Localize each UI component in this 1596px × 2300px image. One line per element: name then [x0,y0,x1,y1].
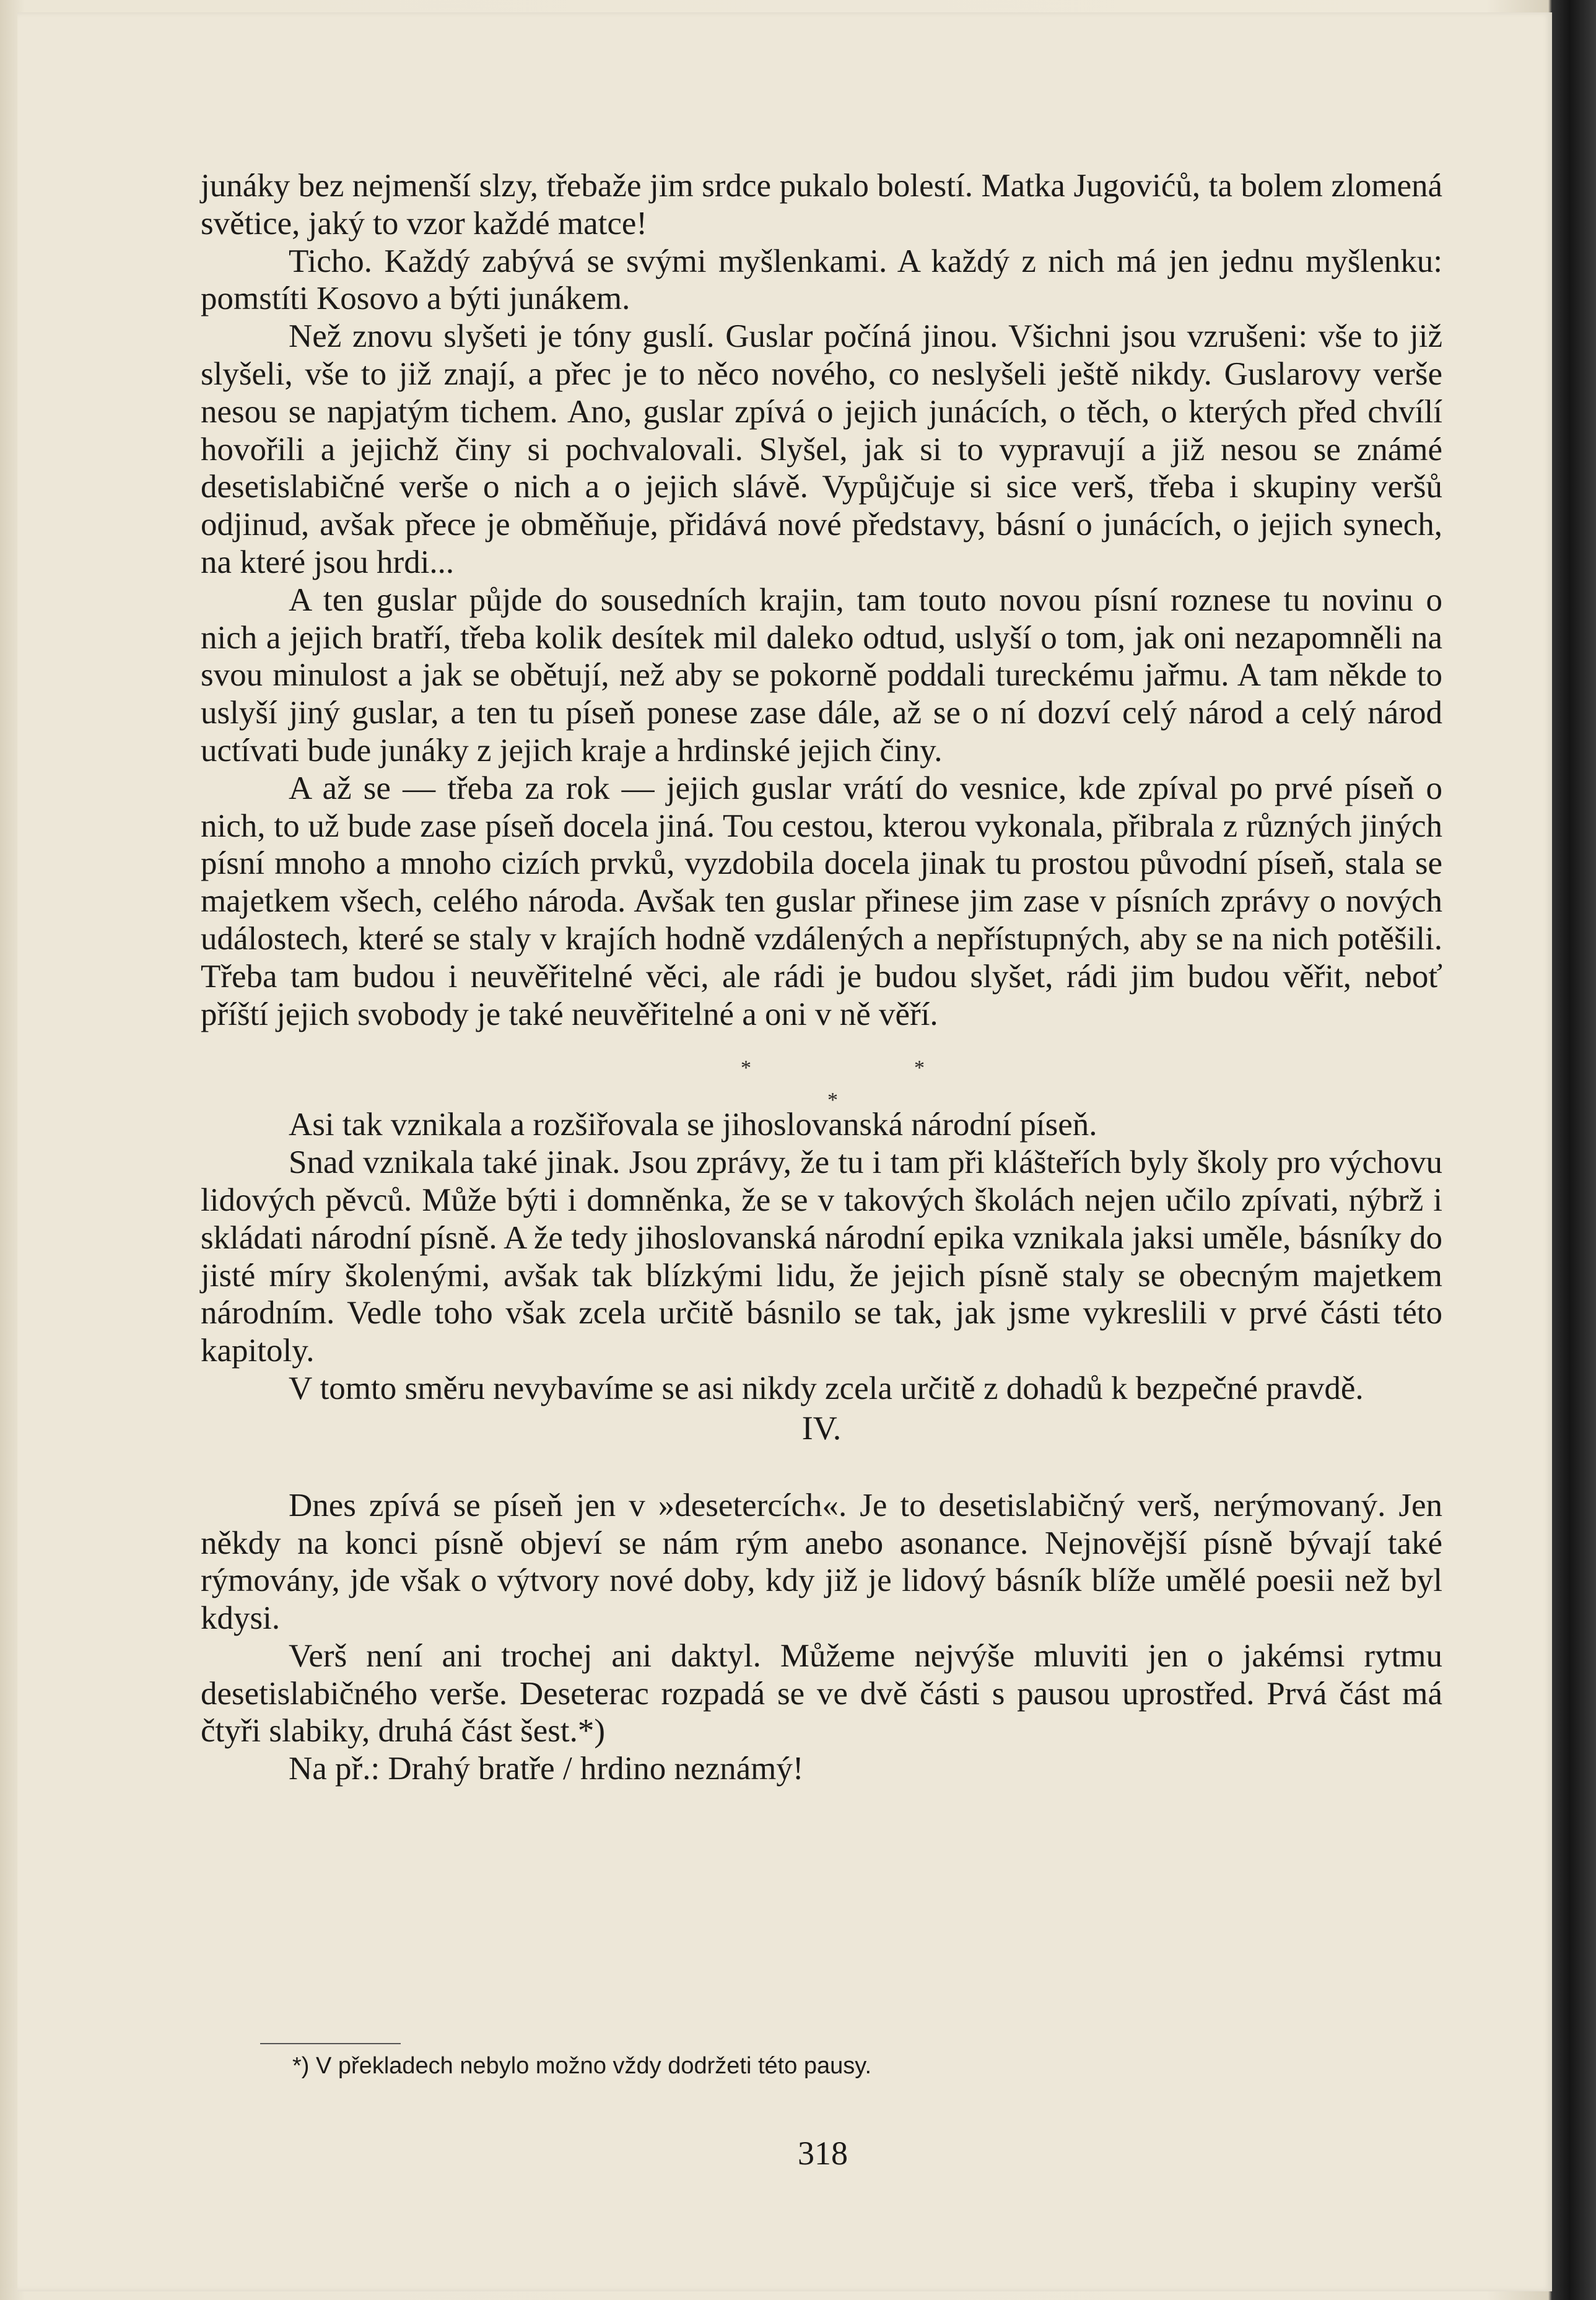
paragraph-2: Ticho. Každý zabývá se svými myšlenkami. A každý z nich má jen jednu myšlenku: pomstíti Kosovo a býti junákem. [201,243,1442,317]
footnote: *) V překladech nebylo možno vždy dodržeti této pausy. [292,2053,872,2079]
paragraph-3: Než znovu slyšeti je tóny guslí. Guslar počíná jinou. Všichni jsou vzrušeni: vše to již slyšeli, vše to již znají, a přec je to něco nového, co neslyšeli ještě nikdy. Guslarovy verše nesou se napjatým tichem. Ano, guslar zpívá o jejich junácích, o těch, o kterých před chvílí hovořili a jejichž činy si pochvalovali. Slyšel, jak si to vypravují a již nesou se známé desetislabičné verše o nich a o jejich slávě. Vypůjčuje si sice verš, třeba i skupiny veršů odjinud, avšak přece je obměňuje, přidává nové představy, básní o junácích, o jejich synech, na které jsou hrdi... [201,318,1442,580]
separator-star: * [827,1089,838,1112]
paragraph-10: Verš není ani trochej ani daktyl. Můžeme nejvýše mluviti jen o jakémsi rytmu desetislabičného verše. Deseterac rozpadá se ve dvě části s pausou uprostřed. Prvá část má čtyři slabiky, druhá část šest.*) [201,1637,1442,1749]
section-heading: IV. [801,1409,842,1447]
separator-star: * [741,1056,751,1080]
paragraph-9: Dnes zpívá se píseň jen v »desetercích«. Je to desetislabičný verš, nerýmovaný. Jen někdy na konci písně objeví se nám rým anebo asonance. Nejnovější písně bývají také rýmovány, jde však o výtvory nové doby, kdy již je lidový básník blíže umělé poesii než byl kdysi. [201,1487,1442,1637]
paragraph-6: Asi tak vznikala a rozšiřovala se jihoslovanská národní píseň. [289,1107,1097,1143]
paragraph-7: Snad vznikala také jinak. Jsou zprávy, že tu i tam při klášteřích byly školy pro výchovu lidových pěvců. Může býti i domněnka, že se v takových školách nejen učilo zpívati, nýbrž i skládati národní písně. A že tedy jihoslovanská národní epika vznikala jaksi uměle, básníky do jisté míry školenými, avšak tak blízkými lidu, že jejich písně staly se obecným majetkem národním. Vedle toho však zcela určitě básnilo se tak, jak jsme vykreslili v prvé části této kapitoly. [201,1144,1442,1369]
paragraph-8: V tomto směru nevybavíme se asi nikdy zcela určitě z dohadů k bezpečné pravdě. [289,1370,1364,1406]
paragraph-4: A ten guslar půjde do sousedních krajin, tam touto novou písní roznese tu novinu o nich a jejich bratří, třeba kolik desítek mil daleko odtud, uslyší o tom, jak oni nezapomněli na svou minulost a jak se obětují, než aby se pokorně poddali tureckému jařmu. A tam někde to uslyší jiný guslar, a ten tu píseň ponese zase dále, až se o ní dozví celý národ a celý národ uctívati bude junáky z jejich kraje a hrdinské jejich činy. [201,582,1442,769]
book-binding-edge [1552,0,1596,2300]
paragraph-5: A až se — třeba za rok — jejich guslar vrátí do vesnice, kde zpíval po prvé píseň o nich, to už bude zase píseň docela jiná. Tou cestou, kterou vykonala, přibrala z různých jiných písní mnoho a mnoho cizích prvků, vyzdobila docela jinak tu prostou původní píseň, stala se majetkem všech, celého národa. Avšak ten guslar přinese jim zase v písních zprávy o nových událostech, které se staly v krajích hodně vzdálených a nepřístupných, aby se na nich potěšili. Třeba tam budou i neuvěřitelné věci, ale rádi je budou slyšet, rádi jim budou věřit, neboť příští jejich svobody je také neuvěřitelné a oni v ně věří. [201,770,1442,1032]
main-text-column [201,167,1442,1788]
footnote-divider [260,2043,401,2044]
separator-star: * [914,1056,925,1080]
page-number: 318 [798,2135,848,2172]
paragraph-11: Na př.: Drahý bratře / hrdino neznámý! [289,1751,804,1787]
paragraph-1: junáky bez nejmenší slzy, třebaže jim srdce pukalo bolestí. Matka Jugovićů, ta bolem zlomená světice, jaký to vzor každé matce! [201,168,1442,242]
section-separator [201,1033,1442,1112]
